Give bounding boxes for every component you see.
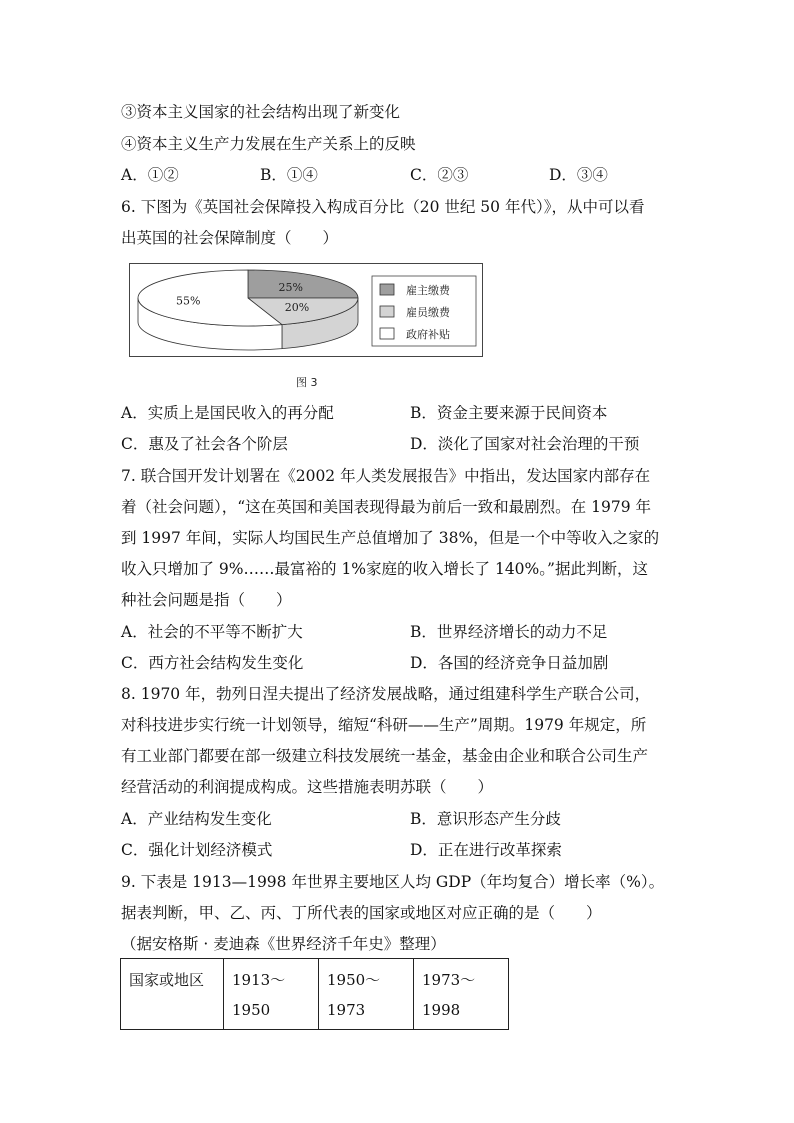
q8-stem-line-4: 经营活动的利润提成构成。这些措施表明苏联（ ） xyxy=(121,778,494,796)
table-header-cell xyxy=(414,959,509,1030)
q7-option-b[interactable]: B．世界经济增长的动力不足 xyxy=(410,623,608,641)
legend-label-0: 雇主缴费 xyxy=(406,284,450,297)
table-header-cell xyxy=(224,959,319,1030)
header-text: 1913～ xyxy=(232,971,286,989)
pie-chart-figure xyxy=(129,263,483,357)
q6-option-b[interactable]: B．资金主要来源于民间资本 xyxy=(410,404,608,422)
q8-option-a[interactable]: A．产业结构发生变化 xyxy=(121,810,272,828)
q7-stem-line-2: 着（社会问题），“这在英国和美国表现得最为前后一致和最剧烈。在 1979 年 xyxy=(121,498,651,516)
q7-option-d[interactable]: D．各国的经济竞争日益加剧 xyxy=(410,654,609,672)
gdp-growth-table xyxy=(120,958,509,1030)
figure-caption: 图 3 xyxy=(296,376,318,389)
q8-option-b[interactable]: B．意识形态产生分歧 xyxy=(410,810,561,828)
header-text: 1973～ xyxy=(422,971,476,989)
q5-option-b[interactable]: B．①④ xyxy=(260,166,318,184)
header-text: 1973 xyxy=(327,1001,366,1019)
q8-option-d[interactable]: D．正在进行改革探索 xyxy=(410,841,562,859)
header-text: 1950～ xyxy=(327,971,381,989)
legend-label-2: 政府补贴 xyxy=(406,328,450,341)
legend-swatch-1 xyxy=(380,306,394,317)
q7-stem-line-4: 收入只增加了 9%……最富裕的 1%家庭的收入增长了 140%。”据此判断，这 xyxy=(121,560,648,578)
q8-stem-line-2: 对科技进步实行统一计划领导，缩短“科研——生产”周期。1979 年规定，所 xyxy=(121,716,647,734)
header-text: 1998 xyxy=(422,1001,461,1019)
q7-option-a[interactable]: A．社会的不平等不断扩大 xyxy=(121,623,303,641)
table-header-cell xyxy=(121,959,224,1030)
q5-option-d[interactable]: D．③④ xyxy=(549,166,608,184)
table-header-row xyxy=(121,959,509,1030)
q9-source-note: （据安格斯 · 麦迪森《世界经济千年史》整理） xyxy=(121,935,446,953)
q6-option-a[interactable]: A．实质上是国民收入的再分配 xyxy=(121,404,334,422)
pie-value-label-2: 55% xyxy=(176,294,201,308)
pie-value-label-1: 20% xyxy=(284,301,310,315)
legend-swatch-0 xyxy=(380,284,394,295)
header-text: 国家或地区 xyxy=(129,971,205,989)
pie-chart xyxy=(130,264,482,356)
q5-option-c[interactable]: C．②③ xyxy=(410,166,469,184)
q7-option-c[interactable]: C．西方社会结构发生变化 xyxy=(121,654,304,672)
table-header-cell xyxy=(319,959,414,1030)
q5-statement-3: ③资本主义国家的社会结构出现了新变化 xyxy=(121,103,401,121)
q6-option-c[interactable]: C．惠及了社会各个阶层 xyxy=(121,435,288,453)
q6-option-d[interactable]: D．淡化了国家对社会治理的干预 xyxy=(410,435,640,453)
legend-label-1: 雇员缴费 xyxy=(406,306,450,319)
q5-option-a[interactable]: A．①② xyxy=(121,166,179,184)
q6-stem-line-1: 6. 下图为《英国社会保障投入构成百分比（20 世纪 50 年代）》，从中可以看 xyxy=(121,198,645,216)
q8-stem-line-3: 有工业部门都要在部一级建立科技发展统一基金，基金由企业和联合公司生产 xyxy=(121,747,649,765)
legend-swatch-2 xyxy=(380,328,394,339)
q7-stem-line-3: 到 1997 年间，实际人均国民生产总值增加了 38%，但是一个中等收入之家的 xyxy=(121,529,660,547)
q9-stem-line-2: 据表判断，甲、乙、丙、丁所代表的国家或地区对应正确的是（ ） xyxy=(121,904,602,922)
q8-stem-line-1: 8. 1970 年，勃列日涅夫提出了经济发展战略，通过组建科学生产联合公司， xyxy=(121,685,651,703)
header-text: 1950 xyxy=(232,1001,271,1019)
pie-value-label-0: 25% xyxy=(278,281,304,295)
q7-stem-line-5: 种社会问题是指（ ） xyxy=(121,591,292,609)
q6-stem-line-2: 出英国的社会保障制度（ ） xyxy=(121,229,339,247)
q7-stem-line-1: 7. 联合国开发计划署在《2002 年人类发展报告》中指出，发达国家内部存在 xyxy=(121,467,651,485)
q5-statement-4: ④资本主义生产力发展在生产关系上的反映 xyxy=(121,135,416,153)
q9-stem-line-1: 9. 下表是 1913—1998 年世界主要地区人均 GDP（年均复合）增长率（%）。 xyxy=(121,873,665,891)
q8-option-c[interactable]: C．强化计划经济模式 xyxy=(121,841,273,859)
